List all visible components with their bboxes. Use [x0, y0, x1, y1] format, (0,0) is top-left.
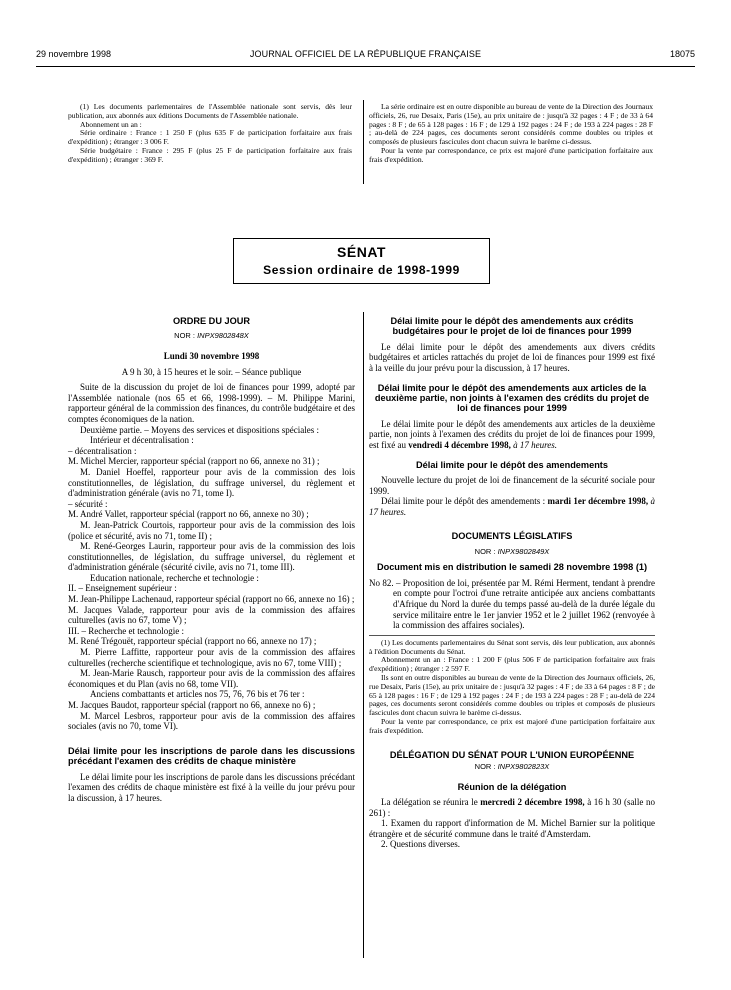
delai-amendements-text — [369, 496, 655, 517]
seance-time: A 9 h 30, à 15 heures et le soir. – Séance publique — [121, 366, 302, 377]
top-right-p2: Pour la vente par correspondance, ce prix est majoré d'une participation forfaitaire aux frais d'expédition. — [369, 145, 653, 164]
journal-title: JOURNAL OFFICIEL DE LA RÉPUBLIQUE FRANÇAISE — [249, 49, 482, 59]
delai-inscriptions-heading: Délai limite pour les inscriptions de parole dans les discussions précédant l'examen des crédits de chaque ministère — [68, 745, 355, 767]
right-column — [369, 316, 655, 850]
nor-ordre — [68, 331, 355, 342]
delai-amendements-heading: Délai limite pour le dépôt des amendements — [416, 459, 608, 470]
top-right-block — [369, 103, 653, 165]
nor-documents-label: NOR : — [474, 546, 498, 556]
ordre-line-11: II. – Enseignement supérieur : — [68, 583, 177, 594]
top-left-p3: Série ordinaire : France : 1 250 F (plus 635 F de participation forfaitaire aux frais d'expédition) ; étranger : 3 006 F. — [68, 128, 352, 147]
ordre-line-15: M. René Trégouët, rapporteur spécial (rapport no 66, annexe no 17) ; — [68, 636, 317, 647]
footnote-block — [369, 639, 655, 736]
top-left-p2: Abonnement un an : — [80, 119, 142, 129]
ordre-line-17: M. Jean-Marie Rausch, rapporteur pour avis de la commission des affaires économiques et du Plan (avis no 68, tome VII). — [68, 668, 355, 689]
nouvelle-lecture-text: Nouvelle lecture du projet de loi de financement de la sécurité sociale pour 1999. — [369, 475, 655, 496]
senat-title-box — [233, 238, 490, 284]
seance-date: Lundi 30 novembre 1998 — [163, 351, 260, 361]
top-left-p4: Série budgétaire : France : 295 F (plus 25 F de participation forfaitaire aux frais d'expédition) ; étranger : 369 F. — [68, 145, 352, 164]
ordre-line-13: M. Jacques Valade, rapporteur pour avis de la commission des affaires culturelles (avis no 67, tome V) ; — [68, 604, 355, 626]
header-date: 29 novembre 1998 — [36, 49, 112, 59]
reunion-date: mercredi 2 décembre 1998, — [480, 796, 585, 807]
reunion-text — [369, 797, 655, 818]
ordre-line-9: M. René-Georges Laurin, rapporteur pour avis de la commission des lois constitutionnelles, de législation, du suffrage universel, du règlement et d'administration générale (sécurité civile, avis no 71, tome III). — [68, 541, 355, 573]
ordre-line-7: M. André Vallet, rapporteur spécial (rapport no 66, annexe no 30) ; — [68, 509, 309, 520]
reunion-item-1: 1. Examen du rapport d'information de M. Michel Barnier sur la politique étrangère et de sécurité commune dans le traité d'Amsterdam. — [369, 818, 655, 839]
document-distribution-heading: Document mis en distribution le samedi 28 novembre 1998 (1) — [376, 562, 648, 573]
reunion-item-2: 2. Questions diverses. — [381, 839, 460, 850]
footnote-p4: Pour la vente par correspondance, ce prix est majoré d'une participation forfaitaire aux frais d'expédition. — [369, 716, 655, 735]
ordre-line-1: Deuxième partie. – Moyens des services et dispositions spéciales : — [80, 424, 319, 435]
ordre-line-12: M. Jean-Philippe Lachenaud, rapporteur spécial (rapport no 66, annexe no 16) ; — [68, 594, 355, 605]
delai-inscriptions-text: Le délai limite pour les inscriptions de parole dans les discussions précédant l'examen des crédits de chaque ministère est fixé à la veille du jour prévu pour la discussion, à 17 heures. — [68, 771, 355, 803]
ordre-line-3: – décentralisation : — [68, 445, 137, 456]
footnote-p1: (1) Les documents parlementaires du Sénat sont servis, dès leur publication, aux abonnés à l'édition Documents du Sénat. — [369, 637, 655, 656]
delai-credits-heading: Délai limite pour le dépôt des amendements aux crédits budgétaires pour le projet de loi de finances pour 1999 — [390, 316, 634, 337]
delai-articles-date: vendredi 4 décembre 1998, — [408, 440, 511, 450]
footnote-p3: Ils sont en outre disponibles au bureau de vente de la Direction des Journaux officiels, 26, rue Desaix, Paris (15e), au prix unitaire de : jusqu'à 32 pages : 4 F ; de 33 à 64 pages : 8 F ; de 65 à 128 pages : 16 F ; de 129 à 192 pages : 24 F ; de 193 à 224 pages : 28 F ; au-delà de 224 pages, ces documents seront considérés comme doubles ou triples et composés de plusieurs fascicules dont chacun suivra le barème ci-dessus. — [369, 672, 655, 718]
left-column — [68, 316, 355, 803]
top-column-divider — [363, 100, 364, 184]
main-column-divider — [363, 312, 364, 958]
ordre-line-4: M. Michel Mercier, rapporteur spécial (rapport no 66, annexe no 31) ; — [68, 456, 320, 467]
reunion-a: La délégation se réunira le — [381, 796, 481, 807]
header-rule — [36, 66, 695, 67]
page-number: 18075 — [669, 49, 695, 59]
ordre-line-10: Education nationale, recherche et technologie : — [90, 572, 259, 583]
footnote-rule — [369, 635, 655, 636]
delai-articles-a: Le délai limite pour le dépôt des amendements aux articles de la deuxième partie, non joints à l'examen des crédits du projet de loi de finances pour 1999, est fixé au — [369, 418, 655, 450]
top-left-p1: (1) Les documents parlementaires de l'Assemblée nationale sont servis, dès leur publication, aux abonnés aux éditions Documents de l'Assemblée nationale. — [68, 102, 352, 120]
delai-articles-text — [369, 419, 655, 451]
nor-label: NOR : — [174, 331, 198, 341]
documents-legislatifs-heading: DOCUMENTS LÉGISLATIFS — [451, 531, 573, 542]
ordre-line-5: M. Daniel Hoeffel, rapporteur pour avis de la commission des lois constitutionnelles, de législation, du suffrage universel, du règlement et d'administration générale (avis no 71, tome I). — [68, 466, 355, 499]
delai-amendements-c: à 17 heures. — [369, 496, 655, 517]
ordre-line-18: Anciens combattants et articles nos 75, 76, 76 bis et 76 ter : — [90, 689, 305, 700]
delai-articles-c: à 17 heures. — [510, 440, 558, 450]
nor-code: INPX9802848X — [197, 331, 249, 341]
page-header — [36, 49, 695, 63]
nor-documents-code: INPX9802849X — [497, 546, 550, 556]
reunion-heading: Réunion de la délégation — [457, 781, 567, 792]
delai-amendements-date: mardi 1er décembre 1998, — [547, 496, 649, 507]
ordre-line-2: Intérieur et décentralisation : — [90, 435, 194, 446]
delai-credits-text: Le délai limite pour le dépôt des amendements aux divers crédits budgétaires et articles rattachés du projet de loi de finances pour 1999 est fixé à la veille du jour prévu pour la discussion, à 17 heures. — [369, 341, 655, 373]
ordre-line-6: – sécurité : — [68, 498, 108, 509]
nor-delegation-code: INPX9802823X — [497, 761, 550, 771]
ordre-du-jour-heading: ORDRE DU JOUR — [172, 316, 251, 326]
delai-articles-heading: Délai limite pour le dépôt des amendements aux articles de la deuxième partie, non joints à l'examen des crédits du projet de loi de finances pour 1999 — [374, 382, 650, 414]
delai-amendements-a: Délai limite pour le dépôt des amendements : — [381, 496, 548, 507]
nor-documents — [369, 547, 655, 558]
ordre-line-19: M. Jacques Baudot, rapporteur spécial (rapport no 66, annexe no 6) ; — [68, 700, 316, 710]
ordre-line-20: M. Marcel Lesbros, rapporteur pour avis de la commission des affaires sociales (avis no 70, tome VI). — [68, 710, 355, 732]
senat-title: SÉNAT — [337, 244, 386, 260]
proposition-loi-82: No 82. – Proposition de loi, présentée par M. Rémi Herment, tendant à prendre en compte pour l'octroi d'une retraite anticipée aux anciens combattants d'Afrique du Nord la durée du temps passé au-delà de la durée légale du service militaire entre le 1er janvier 1952 et le 2 juillet 1962 (renvoyée à la commission des affaires sociales). — [369, 577, 655, 631]
delegation-heading: DÉLÉGATION DU SÉNAT POUR L'UNION EUROPÉENNE — [389, 749, 635, 760]
nor-delegation — [369, 762, 655, 773]
ordre-line-0: Suite de la discussion du projet de loi de finances pour 1999, adopté par l'Assemblée nationale (nos 65 et 66, 1998-1999). – M. Philippe Marini, rapporteur général de la commission des finances, du contrôle budgétaire et des comptes économiques de la nation. — [68, 382, 355, 424]
reunion-c: à 16 h 30 (salle no 261) : — [369, 796, 655, 818]
top-left-block — [68, 103, 352, 165]
ordre-line-14: III. – Recherche et technologie : — [68, 625, 184, 636]
footnote-p2: Abonnement un an : France : 1 200 F (plus 506 F de participation forfaitaire aux frais d'expédition) ; étranger : 2 597 F. — [369, 655, 655, 674]
top-right-p1: La série ordinaire est en outre disponible au bureau de vente de la Direction des Journaux officiels, 26, rue Desaix, Paris (15e), au prix unitaire de : jusqu'à 32 pages : 4 F ; de 33 à 64 pages : 8 F ; de 65 à 128 pages : 16 F ; de 129 à 192 pages : 24 F ; de 193 à 224 pages : 28 F ; au-delà de 224 pages, ces documents seront considérés comme doubles ou triples et composés de plusieurs fascicules dont chacun suivra le barème ci-dessus. — [369, 102, 653, 147]
ordre-line-8: M. Jean-Patrick Courtois, rapporteur pour avis de la commission des lois (police et sécurité, avis no 71, tome II) ; — [68, 519, 355, 541]
nor-delegation-label: NOR : — [474, 761, 498, 771]
ordre-line-16: M. Pierre Laffitte, rapporteur pour avis de la commission des affaires culturelles (recherche scientifique et technologique, avis no 67, tome VIII) ; — [68, 647, 355, 668]
session-title: Session ordinaire de 1998-1999 — [263, 263, 460, 277]
